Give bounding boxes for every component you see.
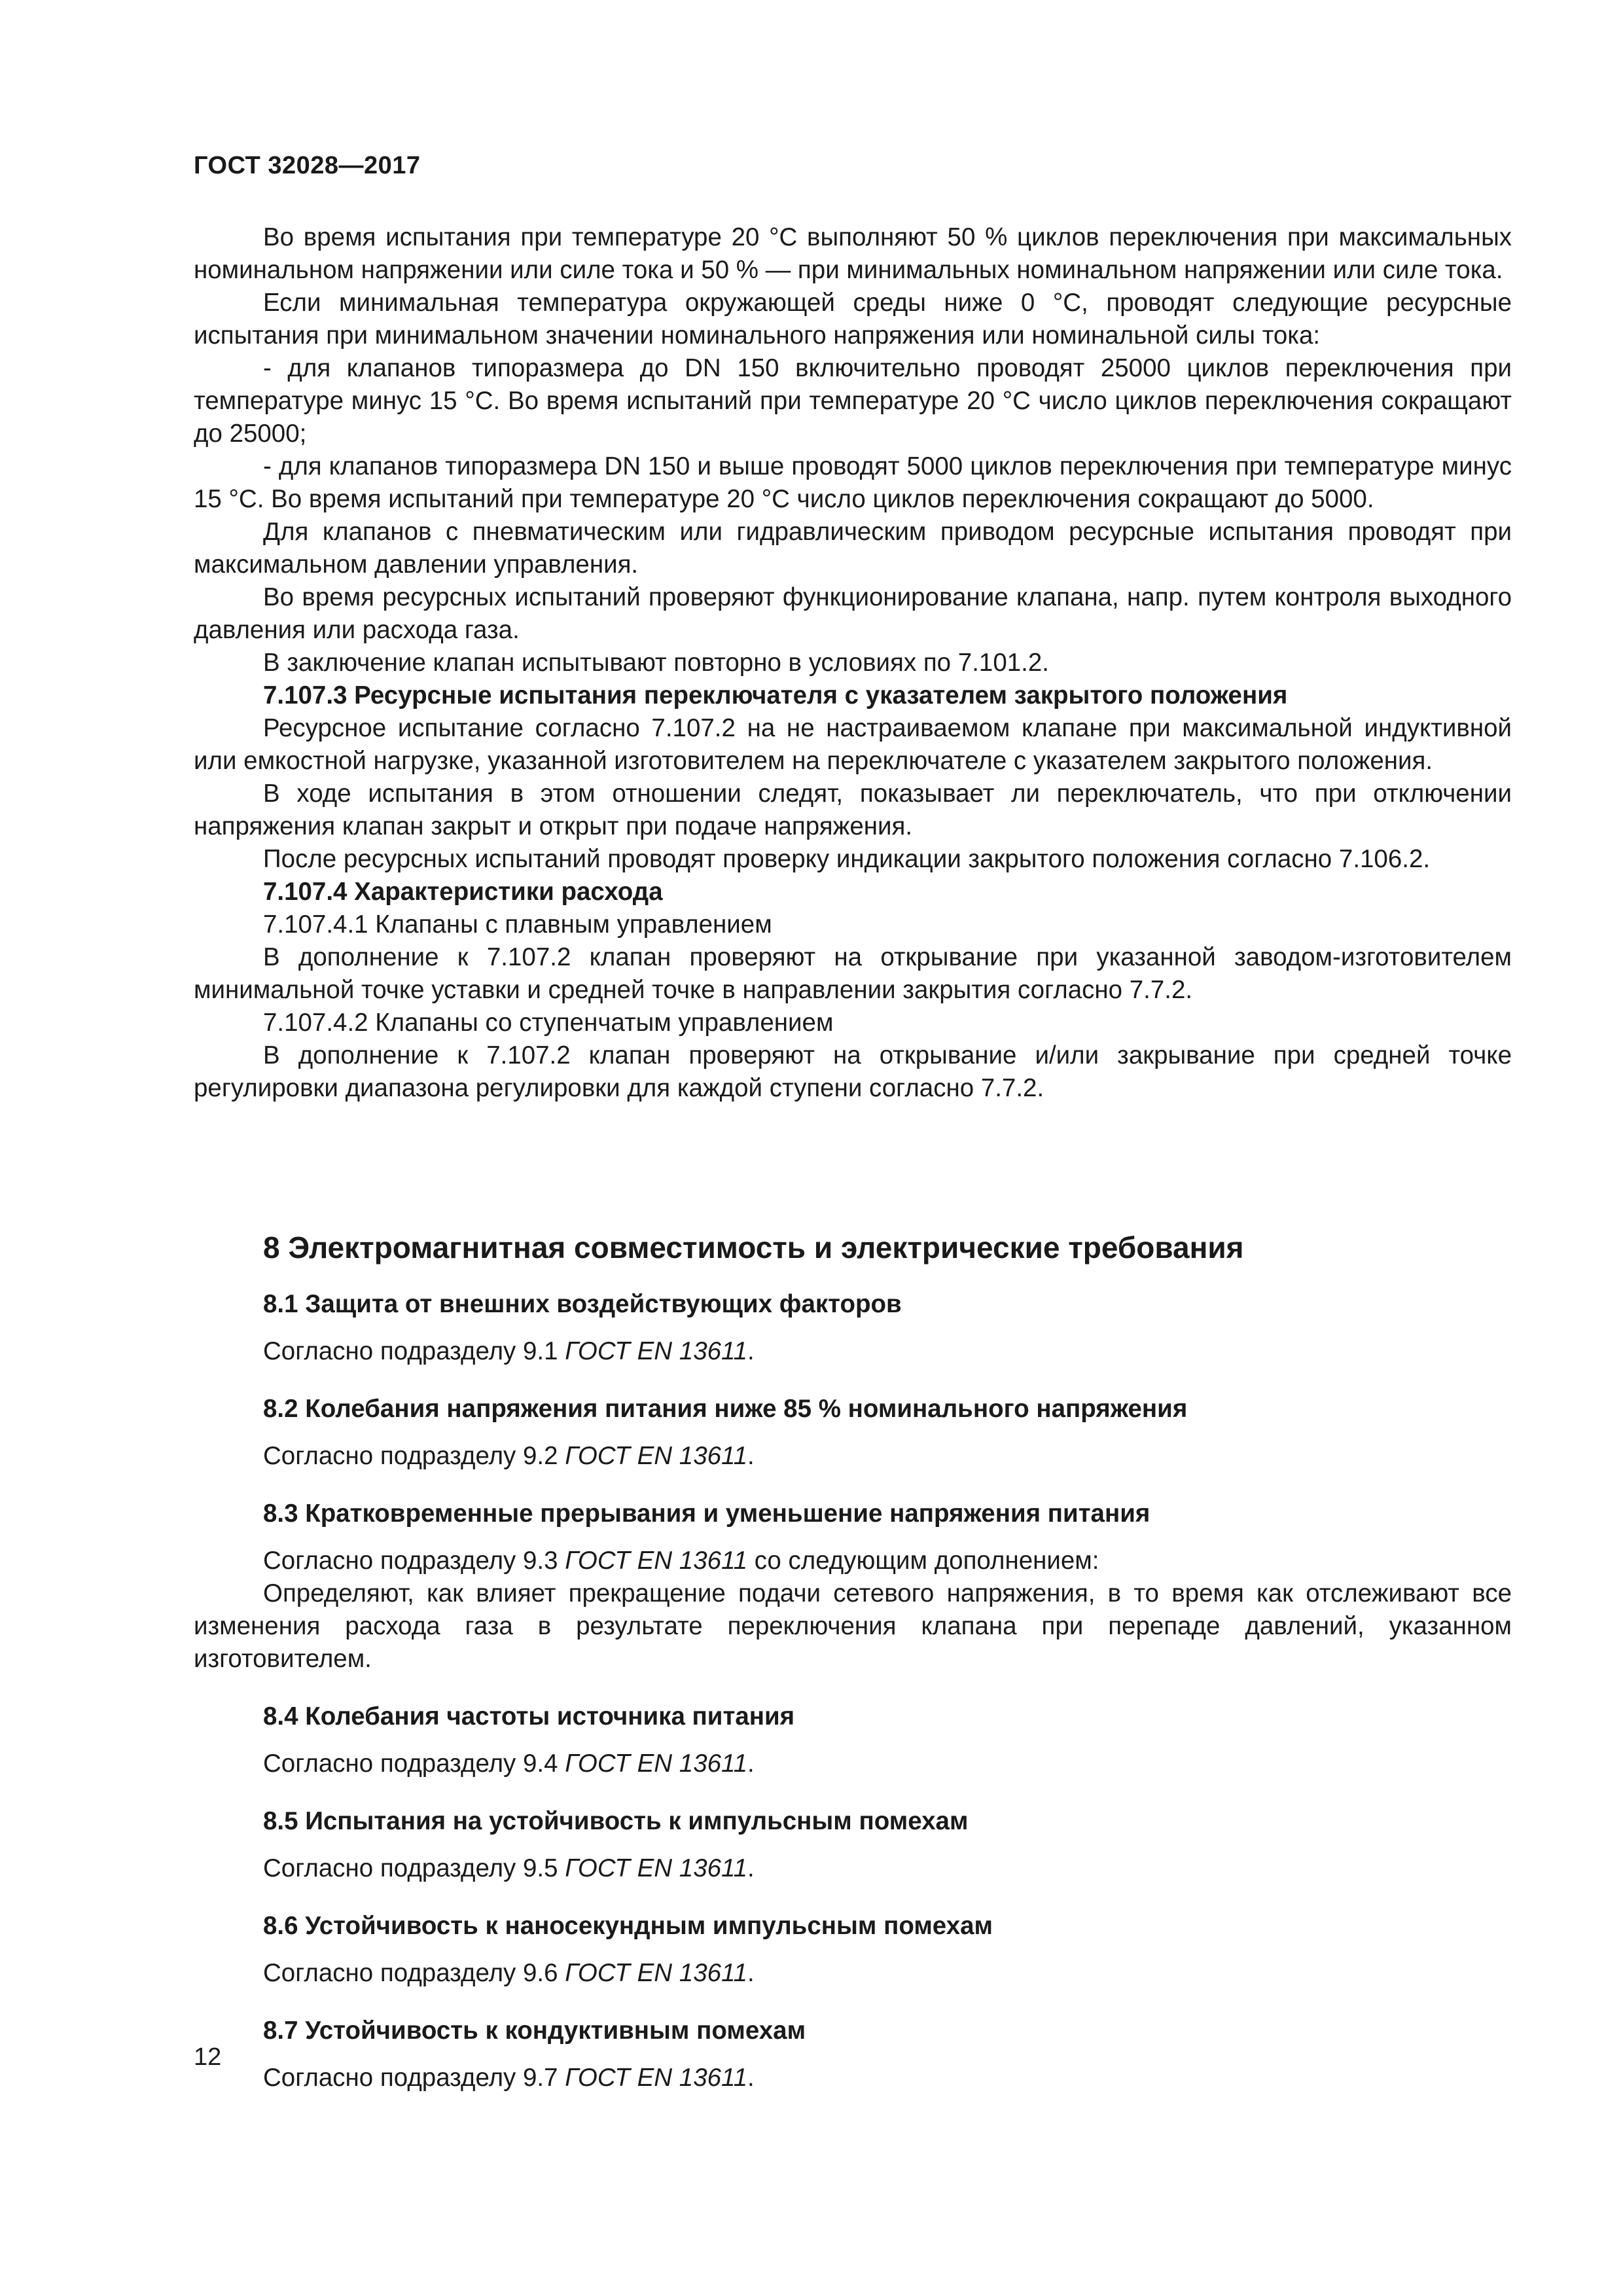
subsection-heading: 8.3 Кратковременные прерывания и уменьшение напряжения питания (263, 1499, 1150, 1528)
paragraph: Во время испытания при температуре 20 °C выполняют 50 % циклов переключения при максимальных номинальном напряжении или силе тока и 50 % — при минимальных номинальном напряжении или силе тока. (194, 223, 1512, 284)
paragraph: В дополнение к 7.107.2 клапан проверяют на открывание при указанной заводом-изготовителем минимальной точке уставки и средней точке в направлении закрытия согласно 7.7.2. (194, 943, 1512, 1004)
reference-line: Согласно подразделу 9.5 ГОСТ EN 13611. (263, 1854, 755, 1882)
subsection-heading: 8.4 Колебания частоты источника питания (263, 1702, 795, 1731)
paragraph: Ресурсное испытание согласно 7.107.2 на не настраиваемом клапане при максимальной индуктивной или емкостной нагрузке, указанной изготовителем на переключателе с указателем закрытого положения. (194, 714, 1512, 775)
paragraph: Во время ресурсных испытаний проверяют функционирование клапана, напр. путем контроля выходного давления или расхода газа. (194, 583, 1512, 644)
standard-ref: ГОСТ EN 13611 (565, 1337, 747, 1365)
subsection-heading: 8.2 Колебания напряжения питания ниже 85 % номинального напряжения (263, 1395, 1188, 1423)
standard-ref: ГОСТ EN 13611 (565, 1547, 747, 1575)
paragraph: После ресурсных испытаний проводят проверку индикации закрытого положения согласно 7.106.2. (263, 845, 1431, 873)
reference-line: Согласно подразделу 9.3 ГОСТ EN 13611 со следующим дополнением: (263, 1547, 1099, 1575)
subsection-heading: 8.6 Устойчивость к наносекундным импульсным помехам (263, 1912, 993, 1940)
document-header: ГОСТ 32028—2017 (194, 152, 421, 179)
subsection-heading: 8.1 Защита от внешних воздействующих факторов (263, 1290, 902, 1318)
section-title: 8 Электромагнитная совместимость и электрические требования (263, 1230, 1244, 1265)
paragraph: В дополнение к 7.107.2 клапан проверяют на открывание и/или закрывание при средней точке регулировки диапазона регулировки для каждой ступени согласно 7.7.2. (194, 1041, 1512, 1102)
body-text (194, 221, 1512, 1105)
paragraph: Определяют, как влияет прекращение подачи сетевого напряжения, в то время как отслеживают все изменения расхода газа в результате переключения клапана при перепаде давлений, указанном изготовителем. (194, 1579, 1512, 1673)
clause-heading: 7.107.3 Ресурсные испытания переключателя с указателем закрытого положения (263, 681, 1288, 709)
page-number: 12 (194, 2043, 222, 2071)
reference-line: Согласно подразделу 9.1 ГОСТ EN 13611. (263, 1337, 755, 1365)
paragraph: Если минимальная температура окружающей среды ниже 0 °C, проводят следующие ресурсные испытания при минимальном значении номинального напряжения или номинальной силы тока: (194, 289, 1512, 350)
paragraph: В ходе испытания в этом отношении следят, показывает ли переключатель, что при отключении напряжения клапан закрыт и открыт при подаче напряжения. (194, 780, 1512, 840)
standard-ref: ГОСТ EN 13611 (565, 2064, 747, 2092)
clause-heading: 7.107.4 Характеристики расхода (263, 878, 663, 906)
standard-ref: ГОСТ EN 13611 (565, 1442, 747, 1470)
reference-line: Согласно подразделу 9.6 ГОСТ EN 13611. (263, 1959, 755, 1987)
section-8 (194, 1228, 1512, 2094)
paragraph: - для клапанов типоразмера до DN 150 включительно проводят 25000 циклов переключения при температуре минус 15 °C. Во время испытаний при температуре 20 °C число циклов переключения сокращают до 25000; (194, 354, 1512, 448)
subsection-heading: 8.7 Устойчивость к кондуктивным помехам (263, 2017, 806, 2045)
subsection-heading: 8.5 Испытания на устойчивость к импульсным помехам (263, 1807, 969, 1835)
paragraph: Для клапанов с пневматическим или гидравлическим приводом ресурсные испытания проводят при максимальном давлении управления. (194, 518, 1512, 579)
standard-ref: ГОСТ EN 13611 (565, 1749, 747, 1778)
reference-line: Согласно подразделу 9.7 ГОСТ EN 13611. (263, 2064, 755, 2092)
subclause-heading: 7.107.4.1 Клапаны с плавным управлением (263, 910, 772, 939)
standard-ref: ГОСТ EN 13611 (565, 1959, 747, 1987)
reference-line: Согласно подразделу 9.4 ГОСТ EN 13611. (263, 1749, 755, 1778)
standard-ref: ГОСТ EN 13611 (565, 1854, 747, 1882)
subclause-heading: 7.107.4.2 Клапаны со ступенчатым управлением (263, 1009, 834, 1037)
paragraph: - для клапанов типоразмера DN 150 и выше проводят 5000 циклов переключения при температуре минус 15 °C. Во время испытаний при температуре 20 °C число циклов переключения сокращают до 5000. (194, 452, 1512, 513)
reference-line: Согласно подразделу 9.2 ГОСТ EN 13611. (263, 1442, 755, 1470)
paragraph: В заключение клапан испытывают повторно в условиях по 7.101.2. (263, 649, 1049, 677)
